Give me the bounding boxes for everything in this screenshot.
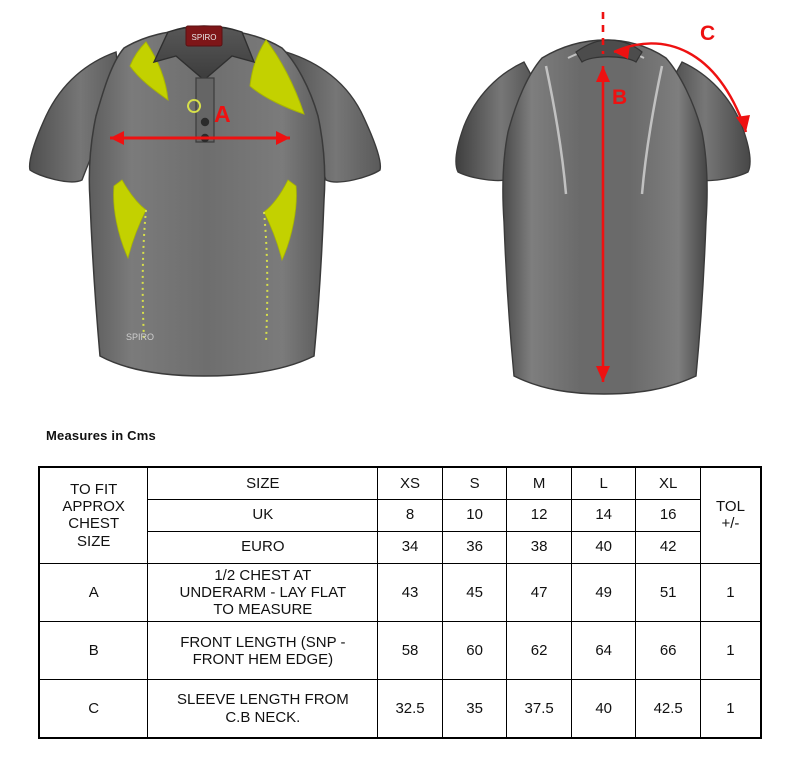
fit-line-3: CHEST xyxy=(68,515,120,533)
size-m: M xyxy=(507,467,572,499)
value-c-m: 37.5 xyxy=(507,680,572,738)
fit-approx-chest-size-label xyxy=(39,467,148,563)
euro-xs: 34 xyxy=(378,531,443,563)
value-a-m: 47 xyxy=(507,563,572,622)
tol-line-2: +/- xyxy=(721,515,740,533)
placket-button-lower xyxy=(201,118,209,126)
desc-a-line-3: TO MEASURE xyxy=(213,601,313,618)
value-a-s: 45 xyxy=(442,563,507,622)
measurement-description-a xyxy=(148,563,378,622)
measures-unit-note: Measures in Cms xyxy=(46,428,156,443)
front-view-ladies-polo-shirt xyxy=(18,4,418,414)
euro-xl: 42 xyxy=(636,531,701,563)
size-chart-table xyxy=(38,466,762,739)
value-a-xs: 43 xyxy=(378,563,443,622)
uk-m: 12 xyxy=(507,499,572,531)
fit-line-1: TO FIT xyxy=(70,480,118,498)
desc-a-line-2: UNDERARM - LAY FLAT xyxy=(179,583,347,601)
value-c-xl: 42.5 xyxy=(636,680,701,738)
desc-c-line-2: C.B NECK. xyxy=(225,708,301,726)
measure-label-c: C xyxy=(700,22,716,45)
header-row-label-euro: EURO xyxy=(148,531,378,563)
desc-b-line-1: FRONT LENGTH (SNP - xyxy=(180,633,346,651)
measurement-description-c xyxy=(148,680,378,738)
size-xl: XL xyxy=(636,467,701,499)
value-c-s: 35 xyxy=(442,680,507,738)
tol-b: 1 xyxy=(700,622,761,680)
size-s: S xyxy=(442,467,507,499)
measurement-description-b xyxy=(148,622,378,680)
table-row-euro xyxy=(39,531,761,563)
value-c-xs: 32.5 xyxy=(378,680,443,738)
value-a-xl: 51 xyxy=(636,563,701,622)
uk-xl: 16 xyxy=(636,499,701,531)
table-row-size xyxy=(39,467,761,499)
header-row-label-size: SIZE xyxy=(148,467,378,499)
measure-label-b: B xyxy=(612,86,628,109)
back-body xyxy=(503,40,707,394)
tolerance-header xyxy=(700,467,761,563)
euro-l: 40 xyxy=(571,531,636,563)
table-row xyxy=(39,622,761,680)
uk-s: 10 xyxy=(442,499,507,531)
desc-a-line-1: 1/2 CHEST AT xyxy=(214,566,312,584)
value-b-xs: 58 xyxy=(378,622,443,680)
tol-c: 1 xyxy=(700,680,761,738)
measurement-code-a: A xyxy=(39,563,148,622)
hem-brand-logo: SPIRO xyxy=(126,332,155,342)
value-b-m: 62 xyxy=(507,622,572,680)
table-row xyxy=(39,563,761,622)
value-a-l: 49 xyxy=(571,563,636,622)
euro-m: 38 xyxy=(507,531,572,563)
value-b-xl: 66 xyxy=(636,622,701,680)
size-l: L xyxy=(571,467,636,499)
fit-line-4: SIZE xyxy=(77,532,111,550)
measure-label-a: A xyxy=(214,101,231,127)
value-b-l: 64 xyxy=(571,622,636,680)
brand-neck-tab-text: SPIRO xyxy=(191,33,217,42)
table-row xyxy=(39,680,761,738)
size-xs: XS xyxy=(378,467,443,499)
value-b-s: 60 xyxy=(442,622,507,680)
tol-a: 1 xyxy=(700,563,761,622)
tol-line-1: TOL xyxy=(716,498,745,515)
table-row-uk xyxy=(39,499,761,531)
uk-xs: 8 xyxy=(378,499,443,531)
value-c-l: 40 xyxy=(571,680,636,738)
size-chart-table-wrapper xyxy=(38,466,762,739)
uk-l: 14 xyxy=(571,499,636,531)
desc-c-line-1: SLEEVE LENGTH FROM xyxy=(176,691,349,709)
fit-line-2: APPROX xyxy=(62,498,125,515)
back-view-ladies-polo-shirt xyxy=(450,8,790,418)
measurement-code-c: C xyxy=(39,680,148,738)
desc-b-line-2: FRONT HEM EDGE) xyxy=(192,650,334,668)
euro-s: 36 xyxy=(442,531,507,563)
measurement-code-b: B xyxy=(39,622,148,680)
header-row-label-uk: UK xyxy=(148,499,378,531)
